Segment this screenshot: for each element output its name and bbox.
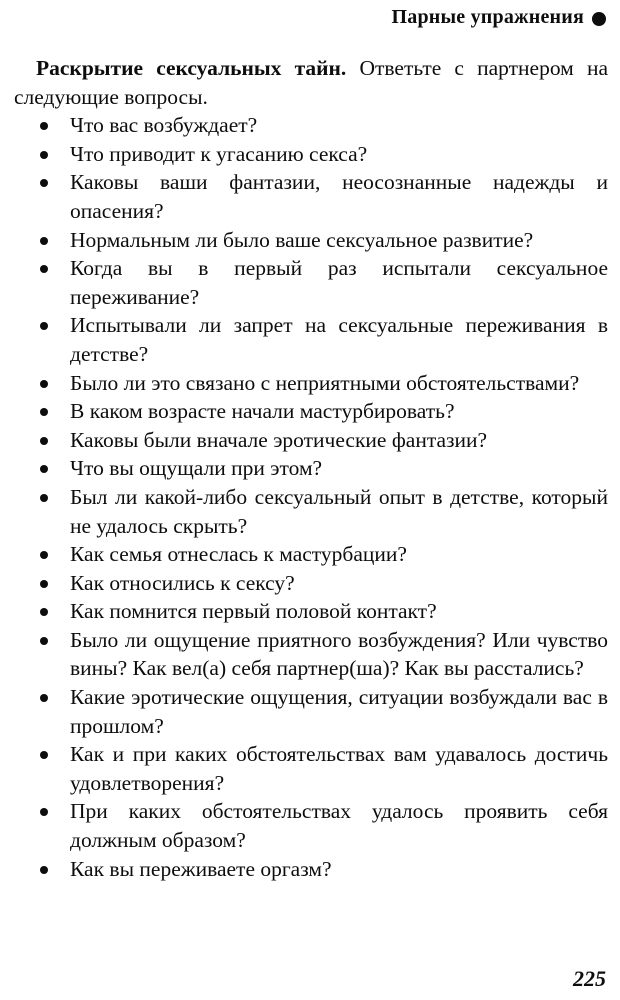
question-text: Когда вы в первый раз испытали сексуальное переживание? — [70, 256, 608, 309]
question-text: Испытывали ли запрет на сексуальные переживания в детстве? — [70, 313, 608, 366]
bullet-icon — [40, 322, 48, 330]
bullet-icon — [40, 265, 48, 273]
bullet-icon — [40, 237, 48, 245]
bullet-icon — [40, 580, 48, 588]
question-item — [14, 569, 608, 598]
question-item — [14, 483, 608, 540]
bullet-icon — [40, 751, 48, 759]
question-item — [14, 397, 608, 426]
question-item — [14, 426, 608, 455]
question-text: Как и при каких обстоятельствах вам удавалось достичь удовлетворения? — [70, 742, 608, 795]
question-item — [14, 254, 608, 311]
question-text: При каких обстоятельствах удалось проявить себя должным образом? — [70, 799, 608, 853]
bullet-icon — [40, 551, 48, 559]
bullet-icon — [40, 151, 48, 159]
question-text: Что вас возбуждает? — [70, 113, 258, 138]
question-item — [14, 226, 608, 255]
question-text: Как относились к сексу? — [70, 570, 295, 595]
question-item — [14, 740, 608, 797]
question-text: Как вы переживаете оргазм? — [70, 856, 332, 881]
question-item — [14, 540, 608, 569]
question-text: Как помнится первый половой контакт? — [70, 599, 437, 624]
bullet-icon — [40, 494, 48, 502]
question-text: Как семья отнеслась к мастурбации? — [70, 542, 407, 567]
bullet-icon — [40, 122, 48, 130]
question-item — [14, 597, 608, 626]
bullet-icon — [40, 408, 48, 416]
bullet-icon — [40, 608, 48, 616]
intro-bold-lead: Раскрытие сексуальных тайн. — [36, 56, 347, 80]
running-head-title: Парные упражнения — [391, 6, 584, 28]
question-item — [14, 369, 608, 398]
question-item — [14, 797, 608, 854]
question-text: Что вы ощущали при этом? — [70, 456, 323, 481]
question-text: Было ли это связано с неприятными обстоятельствами? — [70, 370, 580, 395]
question-item — [14, 626, 608, 683]
question-text: Нормальным ли было ваше сексуальное развитие? — [70, 227, 534, 252]
main-text — [14, 54, 608, 883]
question-text: Было ли ощущение приятного возбуждения? Или чувство вины? Как вел(а) себя партнер(ша)? Как вы расстались? — [70, 627, 608, 681]
bullet-icon — [40, 637, 48, 645]
bullet-icon — [40, 380, 48, 388]
question-list — [14, 111, 608, 883]
intro-paragraph — [14, 54, 608, 111]
question-item — [14, 311, 608, 368]
bullet-icon — [40, 179, 48, 187]
running-head — [391, 6, 606, 29]
question-item — [14, 168, 608, 225]
question-text: В каком возрасте начали мастурбировать? — [70, 399, 455, 424]
question-text: Что приводит к угасанию секса? — [70, 141, 368, 166]
question-text: Какие эротические ощущения, ситуации возбуждали вас в прошлом? — [70, 685, 608, 738]
bullet-icon — [40, 437, 48, 445]
question-item — [14, 140, 608, 169]
question-item — [14, 855, 608, 884]
intro-text: Ответьте с партнером на следующие вопросы. — [14, 56, 608, 109]
bullet-dot-icon — [592, 12, 606, 26]
page-number: 225 — [573, 966, 606, 991]
bullet-icon — [40, 866, 48, 874]
bullet-icon — [40, 694, 48, 702]
question-item — [14, 454, 608, 483]
question-item — [14, 111, 608, 140]
question-text: Каковы были вначале эротические фантазии? — [70, 427, 488, 452]
question-text: Каковы ваши фантазии, неосознанные надежды и опасения? — [70, 170, 608, 223]
question-item — [14, 683, 608, 740]
bullet-icon — [40, 465, 48, 473]
question-text: Был ли какой-либо сексуальный опыт в детстве, который не удалось скрыть? — [70, 484, 608, 538]
bullet-icon — [40, 808, 48, 816]
